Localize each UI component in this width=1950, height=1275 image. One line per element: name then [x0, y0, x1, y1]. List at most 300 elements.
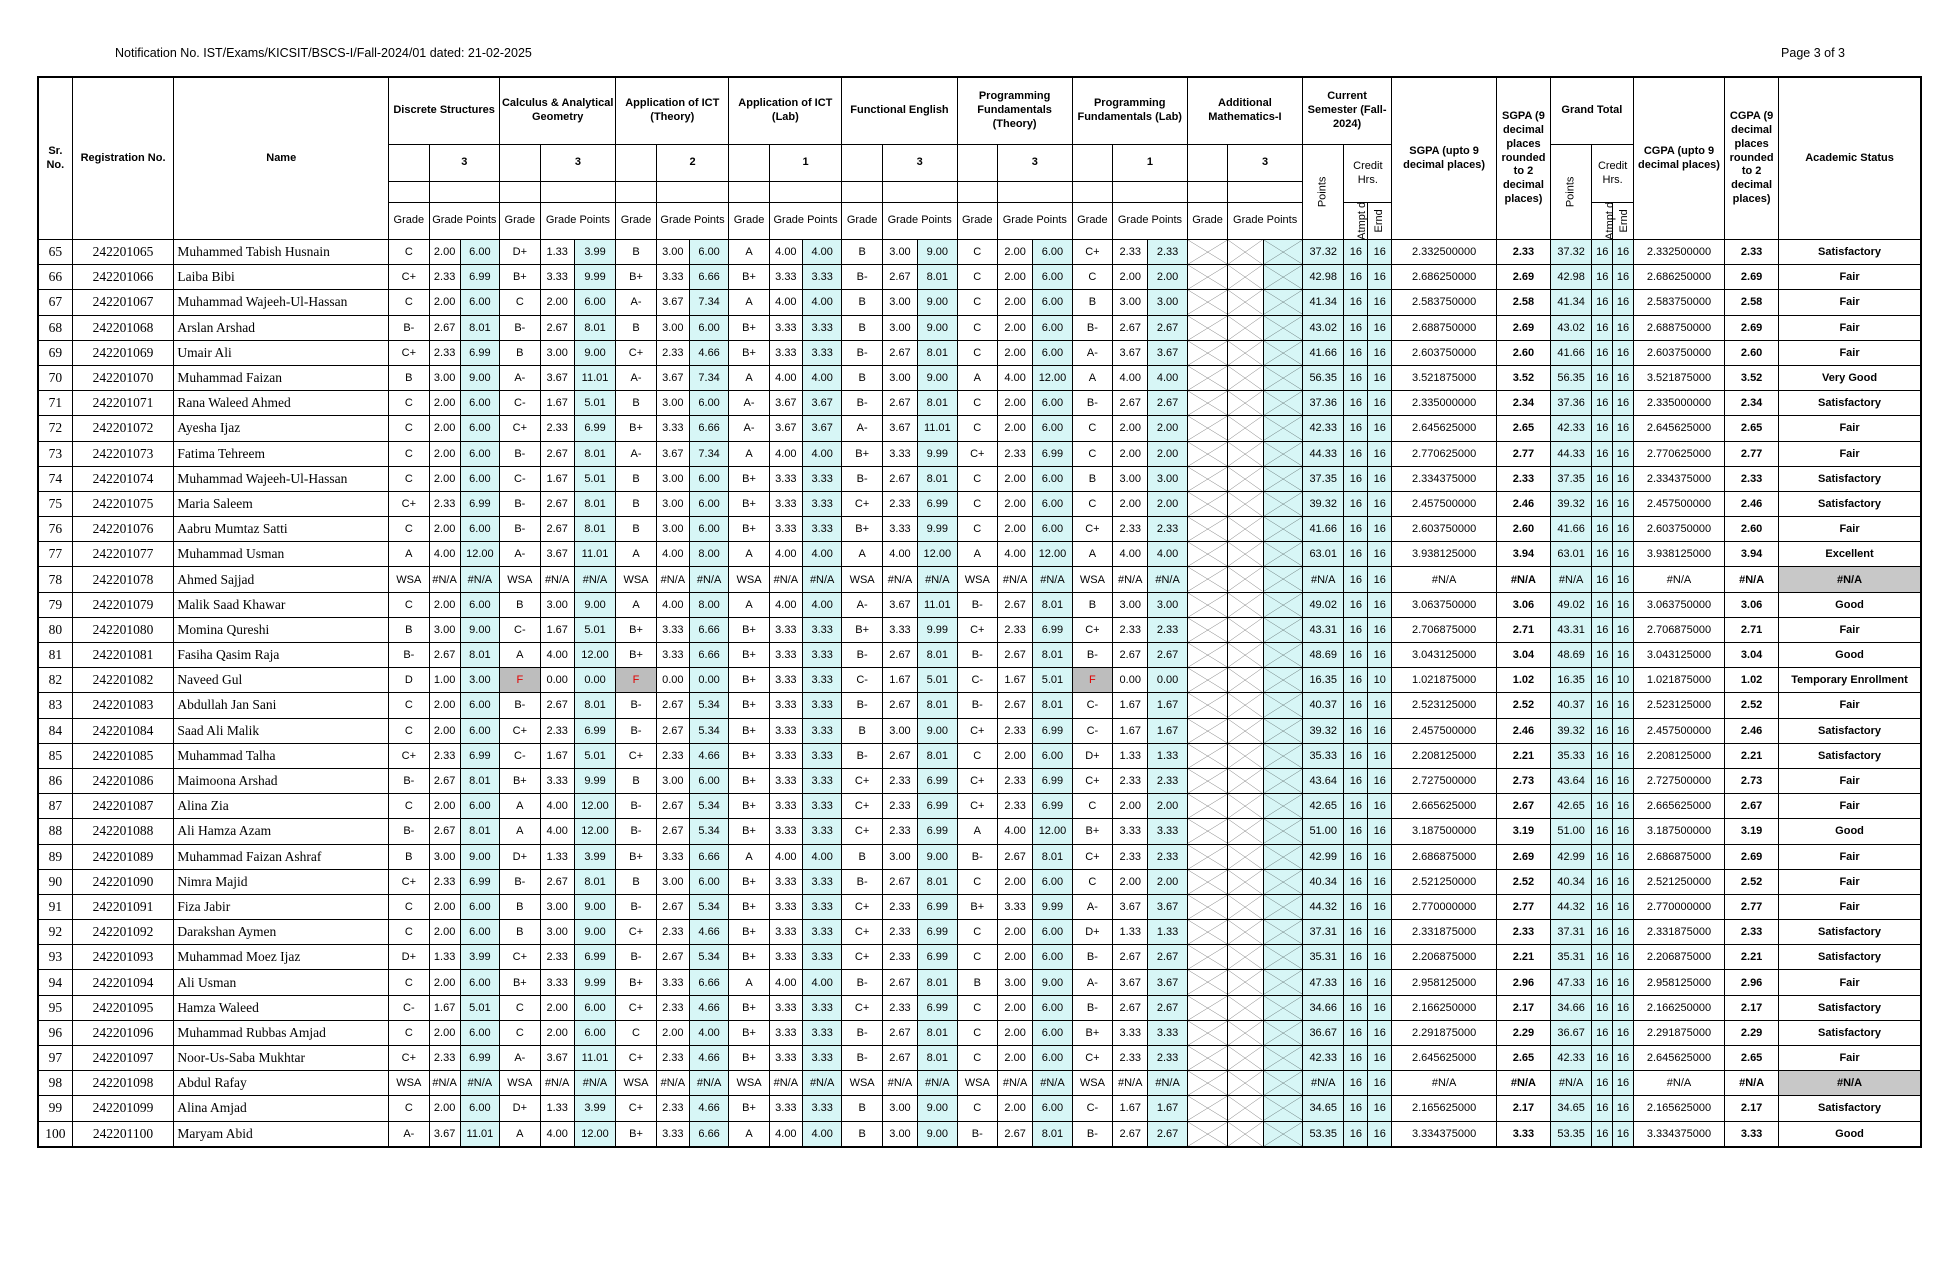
points-cell: 3.33 — [802, 819, 841, 844]
status-cell: Fair — [1779, 340, 1921, 365]
sr-no-cell: 77 — [38, 542, 72, 567]
grade-point-cell: 2.33 — [540, 416, 574, 441]
crossed-cell — [1263, 542, 1302, 567]
status-cell: Satisfactory — [1779, 240, 1921, 265]
sgpa2-cell: 2.52 — [1496, 693, 1550, 718]
grade-point-cell: 4.00 — [656, 542, 689, 567]
cgpa2-cell: 2.65 — [1725, 1046, 1779, 1071]
sgpa9-cell: #N/A — [1392, 1071, 1497, 1096]
points-cell: 3.33 — [802, 768, 841, 793]
total-attempted-cell: 16 — [1592, 945, 1613, 970]
grade-cell: B+ — [616, 265, 656, 290]
semester-points-cell: 41.66 — [1302, 340, 1343, 365]
table-row — [38, 718, 1921, 743]
total-points-cell: 40.37 — [1550, 693, 1591, 718]
cgpa2-cell: 2.17 — [1725, 1096, 1779, 1121]
sgpa2-cell: 2.77 — [1496, 894, 1550, 919]
grade-point-cell: 2.33 — [997, 794, 1032, 819]
grade-cell: C- — [389, 995, 429, 1020]
grade-cell: B- — [842, 743, 882, 768]
crossed-cell — [1228, 743, 1263, 768]
points-cell: 4.66 — [689, 1046, 728, 1071]
sgpa9-cell: 2.603750000 — [1392, 340, 1497, 365]
total-earned-cell: 16 — [1613, 1121, 1634, 1147]
grade-cell: B — [616, 466, 656, 491]
sgpa9-cell: 2.688750000 — [1392, 315, 1497, 340]
semester-points-cell: #N/A — [1302, 567, 1343, 592]
points-cell: 6.00 — [460, 391, 499, 416]
sgpa9-cell: 3.043125000 — [1392, 643, 1497, 668]
cgpa2-cell: 2.77 — [1725, 894, 1779, 919]
grade-cell: C — [389, 920, 429, 945]
crossed-cell — [1228, 970, 1263, 995]
sgpa2-cell: 2.65 — [1496, 1046, 1550, 1071]
grade-point-cell: 3.33 — [769, 768, 802, 793]
crossed-cell — [1228, 240, 1263, 265]
current-semester-header: Current Semester (Fall-2024) — [1302, 77, 1391, 145]
table-row — [38, 365, 1921, 390]
grade-point-cell: 2.00 — [429, 718, 460, 743]
attempted-credits-cell: 16 — [1344, 340, 1368, 365]
points-cell: 3.00 — [1148, 290, 1187, 315]
registration-cell: 242201087 — [72, 794, 174, 819]
grade-cell: B+ — [842, 617, 882, 642]
points-cell: 3.33 — [802, 643, 841, 668]
attempted-credits-cell: 16 — [1344, 1121, 1368, 1147]
grade-cell: C — [500, 1020, 540, 1045]
cgpa9-cell: 2.706875000 — [1633, 617, 1724, 642]
crossed-cell — [1228, 441, 1263, 466]
attempted-credits-cell: 16 — [1344, 517, 1368, 542]
cgpa2-cell: 2.52 — [1725, 869, 1779, 894]
crossed-cell — [1228, 340, 1263, 365]
total-attempted-cell: 16 — [1592, 995, 1613, 1020]
grade-point-cell: 3.67 — [540, 1046, 574, 1071]
cgpa2-cell: 2.46 — [1725, 491, 1779, 516]
grade-point-cell: 1.33 — [1113, 743, 1148, 768]
attempted-credits-cell: 16 — [1344, 995, 1368, 1020]
crossed-cell — [1187, 1046, 1227, 1071]
table-row — [38, 894, 1921, 919]
points-cell: 3.33 — [802, 945, 841, 970]
grade-point-cell: 3.00 — [429, 365, 460, 390]
grade-cell: B- — [957, 643, 997, 668]
registration-cell: 242201069 — [72, 340, 174, 365]
grade-cell: C+ — [389, 265, 429, 290]
cgpa2-cell: #N/A — [1725, 1071, 1779, 1096]
sgpa2-cell: 2.67 — [1496, 794, 1550, 819]
total-points-cell: 43.64 — [1550, 768, 1591, 793]
grade-cell: B+ — [729, 693, 769, 718]
grade-point-cell: 3.33 — [997, 894, 1032, 919]
grade-cell: WSA — [389, 1071, 429, 1096]
grade-point-cell: 2.67 — [656, 693, 689, 718]
grade-point-cell: 3.33 — [656, 617, 689, 642]
sgpa2-cell: 2.69 — [1496, 315, 1550, 340]
grade-cell: B- — [842, 1020, 882, 1045]
table-row — [38, 491, 1921, 516]
points-cell: 3.67 — [1148, 894, 1187, 919]
grade-cell: WSA — [957, 567, 997, 592]
semester-points-cell: 39.32 — [1302, 718, 1343, 743]
crossed-cell — [1187, 643, 1227, 668]
grade-point-cell: 2.67 — [429, 768, 460, 793]
table-row — [38, 1071, 1921, 1096]
name-cell: Abdullah Jan Sani — [174, 693, 389, 718]
crossed-cell — [1263, 894, 1302, 919]
grade-point-cell: 2.00 — [1113, 491, 1148, 516]
total-points-cell: 34.66 — [1550, 995, 1591, 1020]
total-earned-cell: 16 — [1613, 743, 1634, 768]
grade-cell: A — [1072, 542, 1112, 567]
total-earned-cell: 16 — [1613, 491, 1634, 516]
status-cell: Fair — [1779, 970, 1921, 995]
points-cell: 6.00 — [1033, 315, 1072, 340]
points-cell: 4.00 — [802, 290, 841, 315]
points-cell: 2.67 — [1148, 315, 1187, 340]
status-cell: Satisfactory — [1779, 718, 1921, 743]
grade-cell: A — [389, 542, 429, 567]
grade-point-cell: 3.67 — [769, 391, 802, 416]
registration-cell: 242201066 — [72, 265, 174, 290]
registration-cell: 242201082 — [72, 668, 174, 693]
cgpa9-cell: 2.686875000 — [1633, 844, 1724, 869]
grade-cell: B+ — [729, 718, 769, 743]
grade-point-cell: 1.67 — [540, 391, 574, 416]
sr-no-cell: 88 — [38, 819, 72, 844]
grade-point-cell: 2.33 — [882, 819, 917, 844]
sgpa2-cell: 2.73 — [1496, 768, 1550, 793]
crossed-cell — [1263, 517, 1302, 542]
grade-point-cell: 3.33 — [769, 315, 802, 340]
points-cell: 6.00 — [460, 1096, 499, 1121]
sgpa9-cell: 2.521250000 — [1392, 869, 1497, 894]
cgpa2-cell: 2.58 — [1725, 290, 1779, 315]
grade-point-cell: 3.00 — [540, 920, 574, 945]
crossed-cell — [1187, 768, 1227, 793]
grade-cell: B+ — [616, 844, 656, 869]
grade-point-cell: 2.00 — [540, 290, 574, 315]
sgpa9-cell: 2.457500000 — [1392, 718, 1497, 743]
grade-cell: A- — [500, 1046, 540, 1071]
grade-cell: B- — [842, 391, 882, 416]
grade-point-cell: 3.33 — [769, 743, 802, 768]
points-cell: 3.33 — [802, 491, 841, 516]
sr-no-cell: 66 — [38, 265, 72, 290]
total-points-cell: 48.69 — [1550, 643, 1591, 668]
grade-point-cell: 2.67 — [540, 441, 574, 466]
blank-cell — [616, 182, 656, 203]
grade-point-cell: 3.00 — [656, 517, 689, 542]
attempted-credits-cell: 16 — [1344, 365, 1368, 390]
total-attempted-cell: 16 — [1592, 391, 1613, 416]
grade-cell: B+ — [729, 1096, 769, 1121]
points-cell: 2.00 — [1148, 265, 1187, 290]
grade-header: Grade — [389, 203, 429, 240]
cgpa9-cell: 2.331875000 — [1633, 920, 1724, 945]
table-row — [38, 567, 1921, 592]
total-attempted-cell: 16 — [1592, 768, 1613, 793]
sgpa2-cell: 2.52 — [1496, 869, 1550, 894]
grade-point-cell: 3.33 — [769, 995, 802, 1020]
earned-credits-cell: 16 — [1368, 491, 1392, 516]
points-cell: 4.00 — [1148, 365, 1187, 390]
total-attempted-cell: 16 — [1592, 1071, 1613, 1096]
grade-point-cell: 3.67 — [656, 441, 689, 466]
points-cell: 6.00 — [1033, 920, 1072, 945]
crossed-cell — [1263, 265, 1302, 290]
total-points-cell: 35.33 — [1550, 743, 1591, 768]
crossed-cell — [1187, 517, 1227, 542]
points-cell: 9.00 — [1033, 970, 1072, 995]
points-cell: 1.33 — [1148, 920, 1187, 945]
status-cell: Satisfactory — [1779, 995, 1921, 1020]
sgpa2-cell: 2.33 — [1496, 466, 1550, 491]
semester-points-cell: 41.66 — [1302, 517, 1343, 542]
points-cell: 6.00 — [460, 290, 499, 315]
points-cell: 4.00 — [802, 844, 841, 869]
total-earned-cell: 16 — [1613, 718, 1634, 743]
grade-point-cell: #N/A — [1113, 567, 1148, 592]
grade-point-cell: 2.00 — [540, 1020, 574, 1045]
grade-cell: C — [957, 416, 997, 441]
grade-cell: C+ — [616, 1096, 656, 1121]
grade-cell: C+ — [500, 718, 540, 743]
grade-point-cell: 2.00 — [540, 995, 574, 1020]
crossed-cell — [1187, 240, 1227, 265]
points-cell: 6.00 — [460, 718, 499, 743]
crossed-cell — [1187, 365, 1227, 390]
total-earned-cell: 16 — [1613, 920, 1634, 945]
status-cell: Fair — [1779, 517, 1921, 542]
total-points-cell: 43.02 — [1550, 315, 1591, 340]
grade-cell: C — [1072, 491, 1112, 516]
registration-cell: 242201073 — [72, 441, 174, 466]
status-cell: Fair — [1779, 290, 1921, 315]
grade-point-cell: 1.33 — [429, 945, 460, 970]
grade-point-cell: 4.00 — [997, 542, 1032, 567]
grade-point-cell: 2.00 — [997, 240, 1032, 265]
cgpa2-cell: 2.60 — [1725, 517, 1779, 542]
attempted-credits-cell: 16 — [1344, 290, 1368, 315]
grade-point-cell: 1.67 — [1113, 718, 1148, 743]
crossed-cell — [1263, 920, 1302, 945]
crossed-cell — [1228, 794, 1263, 819]
grade-cell: B- — [389, 643, 429, 668]
points-cell: 6.00 — [689, 768, 728, 793]
status-cell: Fair — [1779, 416, 1921, 441]
total-attempted-cell: 16 — [1592, 1020, 1613, 1045]
grade-point-cell: 3.00 — [1113, 592, 1148, 617]
grade-cell: WSA — [616, 567, 656, 592]
grade-cell: C — [1072, 416, 1112, 441]
grade-cell: C — [389, 441, 429, 466]
grade-point-cell: 2.00 — [429, 592, 460, 617]
name-cell: Fiza Jabir — [174, 894, 389, 919]
subject-header-5: Programming Fundamentals (Theory) — [957, 77, 1072, 145]
grade-cell: B — [500, 340, 540, 365]
points-cell: 4.00 — [802, 441, 841, 466]
points-cell: 11.01 — [574, 365, 615, 390]
crossed-cell — [1228, 668, 1263, 693]
total-points-cell: 41.34 — [1550, 290, 1591, 315]
crossed-cell — [1228, 693, 1263, 718]
points-cell: 6.00 — [460, 920, 499, 945]
crossed-cell — [1263, 1121, 1302, 1147]
crossed-cell — [1187, 416, 1227, 441]
attempted-credits-cell: 16 — [1344, 718, 1368, 743]
total-points-cell: 42.33 — [1550, 416, 1591, 441]
grade-cell: WSA — [729, 1071, 769, 1096]
grade-cell: C — [1072, 794, 1112, 819]
points-cell: 7.34 — [689, 290, 728, 315]
grade-cell: C+ — [389, 743, 429, 768]
total-attempted-cell: 16 — [1592, 491, 1613, 516]
grade-point-cell: 0.00 — [1113, 668, 1148, 693]
grade-cell: B — [616, 768, 656, 793]
grade-point-cell: 1.67 — [540, 466, 574, 491]
points-cell: 2.33 — [1148, 1046, 1187, 1071]
crossed-cell — [1228, 844, 1263, 869]
points-cell: 6.66 — [689, 643, 728, 668]
grade-cell: A — [1072, 365, 1112, 390]
points-cell: 12.00 — [460, 542, 499, 567]
grade-cell: C — [957, 869, 997, 894]
grade-cell: C — [957, 265, 997, 290]
grade-cell: A — [500, 643, 540, 668]
points-cell: 11.01 — [460, 1121, 499, 1147]
table-row — [38, 693, 1921, 718]
points-cell: 6.00 — [460, 416, 499, 441]
grade-point-cell: 2.33 — [882, 945, 917, 970]
points-cell: #N/A — [689, 567, 728, 592]
cgpa9-cell: 2.770000000 — [1633, 894, 1724, 919]
grade-point-cell: 3.33 — [1113, 819, 1148, 844]
registration-cell: 242201068 — [72, 315, 174, 340]
grade-point-cell: 4.00 — [769, 844, 802, 869]
grade-cell: B+ — [729, 466, 769, 491]
crossed-cell — [1263, 718, 1302, 743]
grade-point-cell: 2.33 — [429, 743, 460, 768]
cgpa9-cell: 2.688750000 — [1633, 315, 1724, 340]
registration-cell: 242201072 — [72, 416, 174, 441]
grade-cell: A — [616, 542, 656, 567]
semester-points-cell: 56.35 — [1302, 365, 1343, 390]
points-cell: #N/A — [1033, 567, 1072, 592]
grade-cell: B- — [389, 819, 429, 844]
earned-credits-cell: 16 — [1368, 945, 1392, 970]
cgpa2-cell: 2.33 — [1725, 466, 1779, 491]
sgpa9-cell: 2.645625000 — [1392, 416, 1497, 441]
table-row — [38, 869, 1921, 894]
name-cell: Muhammad Moez Ijaz — [174, 945, 389, 970]
total-earned-cell: 16 — [1613, 970, 1634, 995]
attempted-credits-cell: 16 — [1344, 391, 1368, 416]
grade-point-cell: 4.00 — [540, 794, 574, 819]
grade-point-cell: 4.00 — [997, 819, 1032, 844]
points-cell: 6.00 — [460, 794, 499, 819]
blank-cell — [997, 182, 1072, 203]
cgpa2-cell: 2.65 — [1725, 416, 1779, 441]
sgpa2-cell: 2.17 — [1496, 1096, 1550, 1121]
status-cell: Fair — [1779, 894, 1921, 919]
semester-points-cell: 47.33 — [1302, 970, 1343, 995]
points-cell: 4.00 — [1148, 542, 1187, 567]
grade-cell: C — [389, 466, 429, 491]
points-cell: 6.99 — [918, 995, 957, 1020]
points-cell: 6.99 — [460, 1046, 499, 1071]
grade-cell: B- — [616, 894, 656, 919]
total-points-cell: 44.32 — [1550, 894, 1591, 919]
grade-point-cell: 2.00 — [997, 920, 1032, 945]
earned-credits-cell: 16 — [1368, 315, 1392, 340]
grade-point-cell: 3.67 — [1113, 340, 1148, 365]
status-header: Academic Status — [1779, 77, 1921, 240]
grade-cell: C — [500, 995, 540, 1020]
name-cell: Rana Waleed Ahmed — [174, 391, 389, 416]
grade-point-cell: 3.33 — [769, 894, 802, 919]
grade-cell: B+ — [729, 1020, 769, 1045]
points-cell: 12.00 — [1033, 542, 1072, 567]
grade-point-cell: 2.33 — [656, 995, 689, 1020]
points-cell: 3.00 — [460, 668, 499, 693]
grade-point-cell: 3.33 — [769, 693, 802, 718]
cgpa9-cell: 2.727500000 — [1633, 768, 1724, 793]
table-row — [38, 1096, 1921, 1121]
grade-point-cell: 2.67 — [656, 794, 689, 819]
grade-cell: C- — [500, 391, 540, 416]
crossed-cell — [1187, 491, 1227, 516]
grand-total-points-header: Points — [1550, 145, 1591, 240]
grade-point-cell: #N/A — [429, 1071, 460, 1096]
grade-cell: B+ — [729, 340, 769, 365]
subject-credits-3: 1 — [769, 145, 842, 182]
grade-point-cell: 4.00 — [769, 542, 802, 567]
sgpa9-cell: 3.187500000 — [1392, 819, 1497, 844]
total-points-cell: 35.31 — [1550, 945, 1591, 970]
points-cell: 6.00 — [460, 970, 499, 995]
points-cell: 6.99 — [460, 743, 499, 768]
grade-cell: B- — [500, 441, 540, 466]
grade-point-cell: 0.00 — [656, 668, 689, 693]
points-cell: 6.00 — [689, 315, 728, 340]
sr-no-cell: 96 — [38, 1020, 72, 1045]
grade-cell: C — [616, 1020, 656, 1045]
grade-point-cell: 3.67 — [540, 542, 574, 567]
grade-point-cell: 2.67 — [1113, 995, 1148, 1020]
grade-cell: B- — [389, 768, 429, 793]
crossed-cell — [1263, 869, 1302, 894]
status-cell: Fair — [1779, 1046, 1921, 1071]
grade-point-cell: 2.67 — [882, 340, 917, 365]
points-cell: 9.00 — [918, 718, 957, 743]
grade-cell: B- — [957, 844, 997, 869]
points-cell: 8.01 — [918, 391, 957, 416]
grade-cell: C+ — [1072, 517, 1112, 542]
grand-total-ernd-header: Ernd — [1613, 203, 1634, 240]
grade-cell: B- — [957, 693, 997, 718]
points-cell: 6.99 — [918, 768, 957, 793]
grade-point-cell: #N/A — [997, 1071, 1032, 1096]
sgpa9-cell: 2.770625000 — [1392, 441, 1497, 466]
grade-cell: C+ — [1072, 617, 1112, 642]
table-row — [38, 643, 1921, 668]
semester-points-cell: 40.37 — [1302, 693, 1343, 718]
grade-point-cell: 2.33 — [1113, 240, 1148, 265]
sr-no-cell: 71 — [38, 391, 72, 416]
crossed-cell — [1187, 1096, 1227, 1121]
registration-cell: 242201076 — [72, 517, 174, 542]
